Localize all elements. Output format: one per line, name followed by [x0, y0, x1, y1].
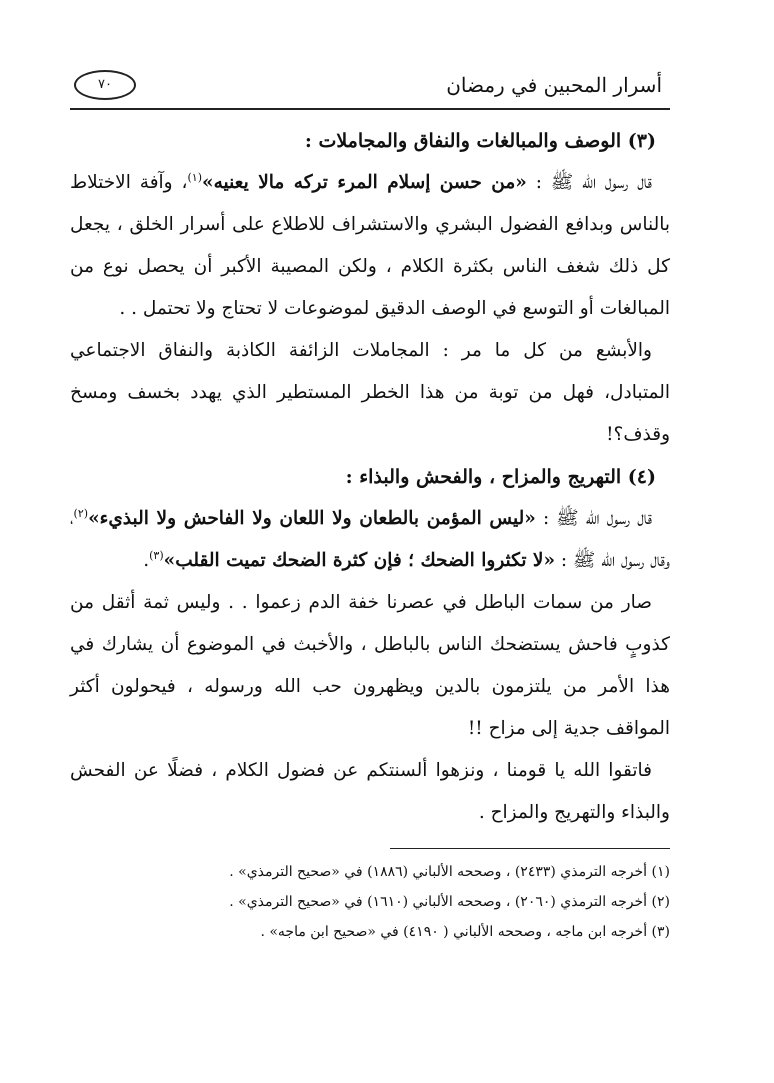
footnote-ref: (٣) [149, 548, 164, 562]
footnote-2: (٢) أخرجه الترمذي (٢٠٦٠) ، وصححه الألباني (١٦١٠) في «صحيح الترمذي» . [229, 894, 670, 910]
paragraph-false-humor: صار من سمات الباطل في عصرنا خفة الدم زعموا . . وليس ثمة أثقل من كذوبٍ فاحش يستضحك الناس بالباطل ، والأخبث في الموضوع أن يشارك في هذا الأمر من يلتزمون بالدين ويظهرون حب الله ورسوله ، فيحولون أكثر المواقف جدية إلى مزاح !! [70, 592, 670, 739]
paragraph-hadiths [70, 498, 670, 582]
hadith-quote: «لا تكثروا الضحك ؛ فإن كثرة الضحك تميت القلب» [163, 550, 556, 571]
book-page [70, 62, 670, 947]
footnote-ref: (١) [187, 170, 203, 184]
paragraph-exhortation: فاتقوا الله يا قومنا ، ونزهوا ألسنتكم عن فضول الكلام ، فضلًا عن الفحش والبذاء والتهريج والمزاح . [70, 760, 670, 823]
footnote-3: (٣) أخرجه ابن ماجه ، وصححه الألباني ( ٤١٩٠) في «صحيح ابن ماجه» . [260, 924, 670, 940]
book-title: أسرار المحبين في رمضان [446, 73, 662, 97]
hadith-intro: قال رسول الله ﷺ : [526, 172, 652, 193]
paragraph-idle-talk [70, 162, 670, 330]
page-number: ٧٠ [74, 70, 136, 100]
section-heading-4: (٤) التهريج والمزاح ، والفحش والبذاء : [345, 466, 656, 488]
page-body [70, 120, 670, 834]
paragraph-flattery: والأبشع من كل ما مر : المجاملات الزائفة الكاذبة والنفاق الاجتماعي المتبادل، فهل من توبة من هذا الخطر المستطير الذي يهدد بخسف ومسخ وقذف؟! [70, 340, 670, 445]
section-heading-3: (٣) الوصف والمبالغات والنفاق والمجاملات : [304, 130, 656, 152]
running-header [70, 62, 670, 110]
paragraph-text: . [143, 550, 150, 571]
footnote-divider [390, 848, 670, 849]
footnotes [70, 857, 670, 947]
footnote-1: (١) أخرجه الترمذي (٢٤٣٣) ، وصححه الألباني (١٨٨٦) في «صحيح الترمذي» . [229, 864, 670, 880]
hadith-quote: «من حسن إسلام المرء تركه مالا يعنيه» [202, 172, 527, 193]
hadith-intro: قال رسول الله ﷺ : [535, 508, 652, 529]
footnote-ref: (٢) [73, 506, 89, 520]
paragraph-text: ، وقال رسول الله ﷺ : [70, 508, 670, 571]
hadith-quote: «ليس المؤمن بالطعان ولا اللعان ولا الفاحش ولا البذيء» [88, 508, 536, 529]
paragraph-text: ، وآفة الاختلاط بالناس وبدافع الفضول البشري والاستشراف للاطلاع على أسرار الخلق ، يجعل كل ذلك شغف الناس بكثرة الكلام ، ولكن المصيبة الأكبر أن يحصل نوع من المبالغات أو التوسع في الوصف الدقيق لموضوعات لا تحتاج ولا تحتمل . . [70, 172, 670, 319]
